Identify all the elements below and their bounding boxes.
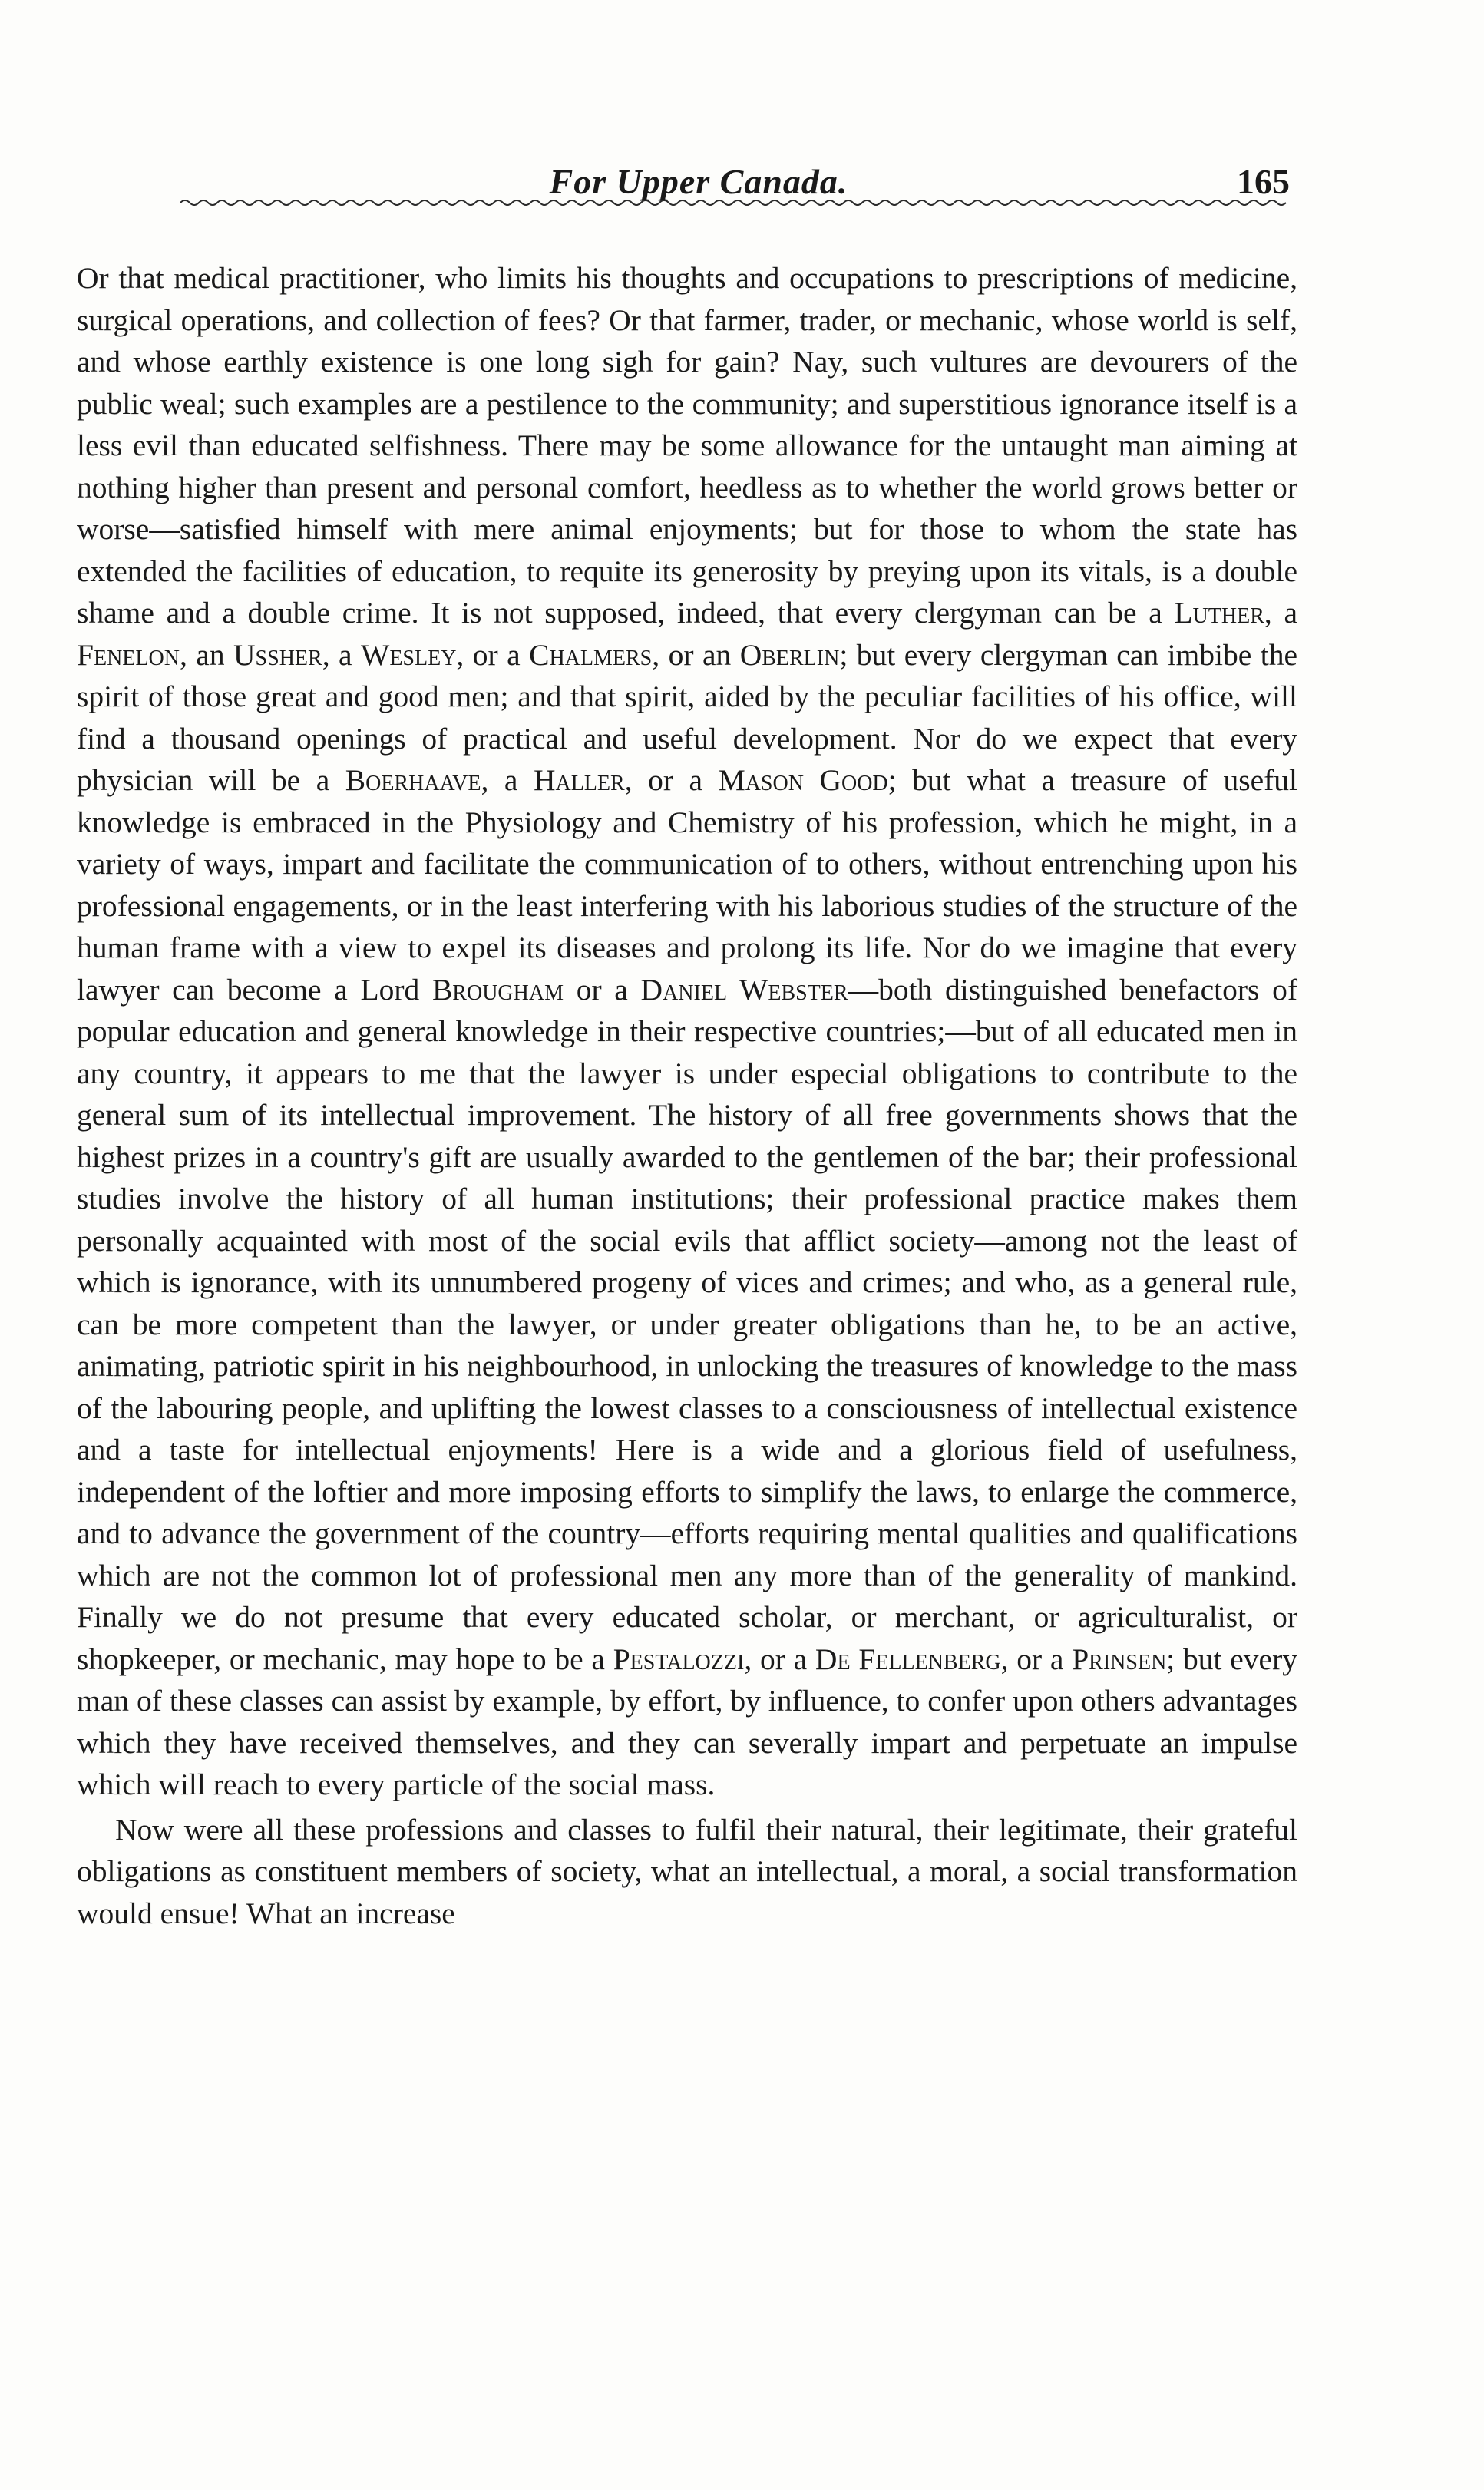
text-run: ; but every man of these classes can assist by example, by effort, by influence, to confer upon others advantages which they have received themselves, and they can severally impart and perpetuate an impulse which will reach to every particle of the social mass.	[77, 1642, 1297, 1801]
paragraph-1	[77, 257, 1297, 1806]
text-run: —both distinguished benefactors of popular education and general knowledge in their respective countries;—but of all educated men in any country, it appears to me that the lawyer is under especial obligations to contribute to the general sum of its intellectual improvement. The history of all free governments shows that the highest prizes in a country's gift are usually awarded to the gentlemen of the bar; their professional studies involve the history of all human institutions; their professional practice makes them personally acquainted with most of the social evils that afflict society—among not the least of which is ignorance, with its unnumbered progeny of vices and crimes; and who, as a general rule, can be more competent than the lawyer, or under greater obligations than he, to be an active, animating, patriotic spirit in his neighbourhood, in unlocking the treasures of knowledge to the mass of the labouring people, and uplifting the lowest classes to a consciousness of intellectual existence and a taste for intellectual enjoyments! Here is a wide and a glorious field of usefulness, independent of the loftier and more imposing efforts to simplify the laws, to enlarge the commerce, and to advance the government of the country—efforts requiring mental qualities and qualifications which are not the common lot of professional men any more than of the generality of mankind. Finally we do not presume that every educated scholar, or merchant, or agriculturalist, or shopkeeper, or mechanic, may hope to be a	[77, 972, 1298, 1676]
header-wavy-rule	[180, 198, 1290, 207]
name-chalmers: Chalmers	[529, 637, 653, 672]
name-daniel-webster: Daniel Webster	[640, 972, 848, 1007]
text-run: , or a	[744, 1642, 815, 1676]
name-brougham: Brougham	[431, 972, 564, 1007]
text-run: , or a	[456, 637, 530, 672]
body-text	[77, 257, 1297, 1934]
text-run: , a	[481, 763, 534, 797]
name-ussher: Ussher	[233, 637, 322, 672]
text-run: , or an	[652, 637, 740, 672]
name-fenelon: Fenelon	[77, 637, 180, 672]
text-run: , or a	[1000, 1642, 1073, 1676]
text-run: , an	[179, 637, 234, 672]
text-run: , or a	[624, 763, 719, 797]
name-haller: Haller	[533, 763, 625, 797]
text-run: , a	[1264, 596, 1297, 630]
page-number: 165	[1237, 162, 1290, 201]
name-mason-good: Mason Good	[718, 763, 888, 797]
name-pestalozzi: Pestalozzi	[613, 1642, 745, 1676]
text-run: Or that medical practitioner, who limits his thoughts and occupations to prescriptions of medicine, surgical operations, and collection of fees? Or that farmer, trader, or mechanic, whose world is self, and whose earthly existence is one long sigh for gain? Nay, such vultures are devourers of the public weal; such examples are a pestilence to the community; and superstitious ignorance itself is a less evil than educated selfishness. There may be some allowance for the untaught man aiming at nothing higher than present and personal comfort, heedless as to whether the world grows better or worse—satisfied himself with mere animal enjoyments; but for those to whom the state has extended the facilities of education, to requite its generosity by preying upon its vitals, is a double shame and a double crime. It is not supposed, indeed, that every clergyman can be a	[77, 261, 1297, 630]
text-run: ; but what a treasure of useful knowledge is embraced in the Physiology and Chemistry of his profession, which he might, in a variety of ways, impart and facilitate the communication of to others, without entrenching upon his professional engagements, or in the least interfering with his laborious studies of the structure of the human frame with a view to expel its diseases and prolong its life. Nor do we imagine that every lawyer can become a Lord	[77, 763, 1298, 1007]
text-run: Now were all these professions and classes to fulfil their natural, their legitimate, their grateful obligations as constituent members of society, what an intellectual, a moral, a social transformation would ensue! What an increase	[77, 1812, 1297, 1930]
name-de-fellenberg: De Fellenberg	[815, 1642, 1001, 1676]
running-title: For Upper Canada.	[549, 162, 848, 201]
name-oberlin: Oberlin	[739, 637, 840, 672]
text-run: or a	[563, 972, 641, 1007]
name-boerhaave: Boerhaave	[345, 763, 481, 797]
text-run: , a	[322, 637, 362, 672]
name-wesley: Wesley	[361, 637, 457, 672]
name-prinsen: Prinsen	[1072, 1642, 1167, 1676]
text-run: ; but every clergyman can imbibe the spirit of those great and good men; and that spirit, aided by the peculiar facilities of his office, will find a thousand openings of practical and useful development. Nor do we expect that every physician will be a	[77, 637, 1297, 797]
paragraph-2	[77, 1809, 1297, 1935]
name-luther: Luther	[1174, 596, 1264, 630]
